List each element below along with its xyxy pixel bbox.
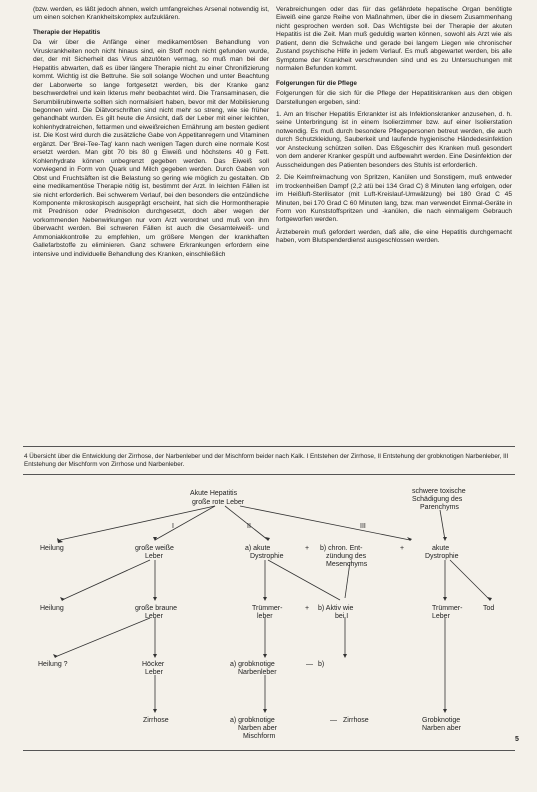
node-dash-b: — [306, 661, 313, 668]
node-big-white-2: Leber [145, 553, 163, 560]
node-hump-2: Leber [145, 669, 163, 676]
label-roman-1: I [172, 523, 174, 530]
node-plus-b2: + [305, 605, 310, 612]
node-coarse-2: Narbenleber [238, 669, 277, 676]
node-cirrhosis-2: Zirrhose [343, 717, 369, 724]
node-dash-z: — [330, 717, 337, 724]
node-b-chronic-2: zündung des [326, 553, 367, 560]
node-acute-dys-1: akute [432, 545, 450, 552]
page-number: 5 [515, 736, 519, 743]
node-coarse-mix-1: a) grobknotige [230, 717, 275, 724]
label-roman-2: II [247, 523, 251, 530]
label-roman-3: III [360, 523, 366, 530]
node-rubble-right-1: Trümmer- [432, 605, 463, 612]
node-heal-1: Heilung [40, 545, 64, 552]
node-b-chronic-1: b) chron. Ent- [320, 545, 363, 552]
node-plus-b: + [305, 545, 310, 552]
node-b-active-2: bei I [335, 613, 349, 620]
node-death: Tod [483, 605, 495, 612]
care-heading: Folgerungen für die Pflege [276, 79, 357, 87]
care-item-1: 1. Am an frischer Hepatitis Erkrankter ist als Infektionskranker anzusehen, d. h. seine Unterbringung ist in einem Isolierzimmer bzw. auf einer Isolierstation notwendig. Es muß durch besondere Pflegepersonen betreut werden, die auch durch Schutzkleidung, Sauberkeit und laufende hygienische Händedesinfektion vor Ansteckung schützen sollen. Das Eßgeschirr des Kranken muß gesondert von dem anderer Kranker gespült und aufbewahrt werden. Eine Desinfektion der Ausscheidungen des Patienten besonders des Stuhls ist erforderlich. [276, 110, 512, 169]
node-hump-1: Höcker [142, 661, 165, 668]
node-acute-hepatitis: Akute Hepatitis [190, 490, 238, 497]
node-big-brown-2: Leber [145, 613, 163, 620]
node-a-acute-2: Dystrophie [250, 553, 284, 560]
node-rubble-1: Trümmer- [252, 605, 283, 612]
intro-paragraph: (bzw. werden, es läßt jedoch ahnen, welch umfangreiches Arsenal notwendig ist, um einen solchen Krankheitskomplex aufzuklären. [33, 6, 269, 22]
node-coarse-right-2: Narben aber [422, 725, 461, 732]
node-toxic-3: Parenchyms [420, 504, 459, 511]
figure-caption: 4 Übersicht über die Entwicklung der Zirrhose, der Narbenleber und der Mischform beider nach Kalk. I Entstehen der Zirrhose, II Entstehung der grobknotigen Narbenleber, III Entstehung der Mischform von Zirrhose und Narbenleber. [24, 453, 509, 469]
node-coarse-mix-2: Narben aber [238, 725, 277, 732]
continued-paragraph: Verabreichungen oder das für das gefährdete hepatische Organ benötigte Eiweiß eine ganze Reihe von Maßnahmen, über die in diesem Zusammenhang nicht gesprochen werden soll. Das Wichtigste bei der Therapie der akuten Hepatitis ist die Zeit. Man muß geduldig warten können, sowohl als Arzt wie als Patient, denn die Schwäche und gerade bei langem Liegen wie chronischer Zustand psychische Hilfe in jedem Verlauf. Es muß abgewartet werden, bis alle Symptome der Krankheit verschwunden sind und es zu Untersuchungen mit normalen Befunden kommt. [276, 6, 512, 73]
node-acute-dys-2: Dystrophie [425, 553, 459, 560]
figure-bottom-rule [23, 750, 515, 751]
node-a-acute-1: a) akute [245, 545, 271, 552]
node-acute-hepatitis-sub: große rote Leber [192, 499, 245, 506]
node-rubble-right-2: Leber [432, 613, 450, 620]
node-coarse-1: a) grobknotige [230, 661, 275, 668]
node-cirrhosis-1: Zirrhose [143, 717, 169, 724]
node-big-white-1: große weiße [135, 545, 174, 552]
arrow-heads [53, 537, 495, 713]
node-plus-right: + [400, 545, 405, 552]
therapy-paragraph: Da wir über die Anfänge einer medikamentösen Behandlung von Viruskrankheiten noch nicht hinaus sind, ein Stoff noch nicht gefunden wurde, der, der mit Sicherheit das Virus abzutöten vermag, so muß man bei der Hepatitis abwarten, daß es über längere Therapie nicht zu einer Chronifizierung kommt. Wichtig ist die Bettruhe. Sie soll solange Wochen und unter Beachtung der Laborwerte so lange fortgesetzt werden, bis der Kranke ganz beschwerdefrei und kein Ikterus mehr beobachtet wird. Die Transaminasen, die Serumbilirubinwerte sollten sich normalisiert haben, bevor mit der Mobilisierung begonnen wird. Die Diätvorschriften sind nicht mehr so streng, wie sie früher gehandhabt wurden. Es gilt heute die Ansicht, daß der Leber mit einer leichten, kohlenhydratreichen, fettarmen und eiweißreichen Ernährung am besten gedient ist. Die Kost wird durch die zusätzliche Gabe von Appetitanregern und Vitaminen ergänzt. Der 'Brei-Tee-Tag' kann nach wenigen Tagen durch eine normale Kost ersetzt werden. Man gibt 70 bis 80 g Eiweiß und höchstens 40 g Fett. Kohlenhydrate können unbegrenzt gegeben werden. Das Eiweiß soll vorwiegend in Form von Quark und Milch gegeben werden. Durch Gaben von Obst und Fruchtsäften ist die Belastung so gering wie möglich zu gestalten. Ob eine medikamentöse Therapie nötig ist, bestimmt der Arzt. In leichten Fällen ist sie nicht erforderlich. Bei schwerem Verlauf, bei den besonders die entzündliche Komponente mikroskopisch ausgeprägt erscheint, hat sich die Hormontherapie mit Prednison oder Prednisolon durchgesetzt, doch aber wegen der vorkommenden Nebenwirkungen nur vom Arzt verordnet und muß von ihm überwacht werden. Bei schweren Fällen ist auch die Gesamteiweiß- und Ammoniakkontrolle zu empfehlen, um größere Mengen der krankhaften Gallefarbstoffe zu eliminieren. Ganz schwere Erkrankungen erfordern eine intensive und individuelle Behandlung des Kranken, einschließlich [33, 39, 269, 258]
node-coarse-right-1: Grobknotige [422, 717, 461, 724]
node-heal-3: Heilung ? [38, 661, 68, 668]
node-b-short: b) [318, 661, 325, 668]
node-big-brown-1: große braune [135, 605, 178, 612]
node-b-chronic-3: Mesenchyms [326, 561, 368, 568]
node-toxic-2: Schädigung des [412, 496, 463, 503]
final-paragraph: Ärzteberein muß gefordert werden, daß alle, die eine Hepatitis durchgemacht haben, vom Blutspenderdienst ausgeschlossen werden. [276, 228, 512, 245]
therapy-heading: Therapie der Hepatitis [33, 28, 101, 36]
node-toxic-1: schwere toxische [412, 488, 466, 495]
care-intro: Folgerungen für die sich für die Pflege der Hepatitiskranken aus den obigen Darstellungen ergeben, sind: [276, 90, 512, 106]
node-heal-2: Heilung [40, 605, 64, 612]
node-rubble-2: leber [257, 613, 273, 620]
care-item-2: 2. Die Keimfreimachung von Spritzen, Kanülen und Sonstigem, muß entweder im trockenheißen Dampf (2,2 atü bei 134 Grad C) 8 Minuten lang erfolgen, oder im Heißluft-Sterilisator (mit Luft-Kreislauf-Umwälzung) bei 180 Grad C 45 Minuten, bei 170 Grad C 60 Minuten lang, bzw. man verwendet Einmal-Geräte in Form von Kunststoffspritzen und -kanülen, die nach einmaligem Gebrauch fortgeworfen werden. [276, 174, 512, 224]
node-b-active-1: b) Aktiv wie [318, 605, 354, 612]
node-coarse-mix-3: Mischform [243, 733, 276, 740]
